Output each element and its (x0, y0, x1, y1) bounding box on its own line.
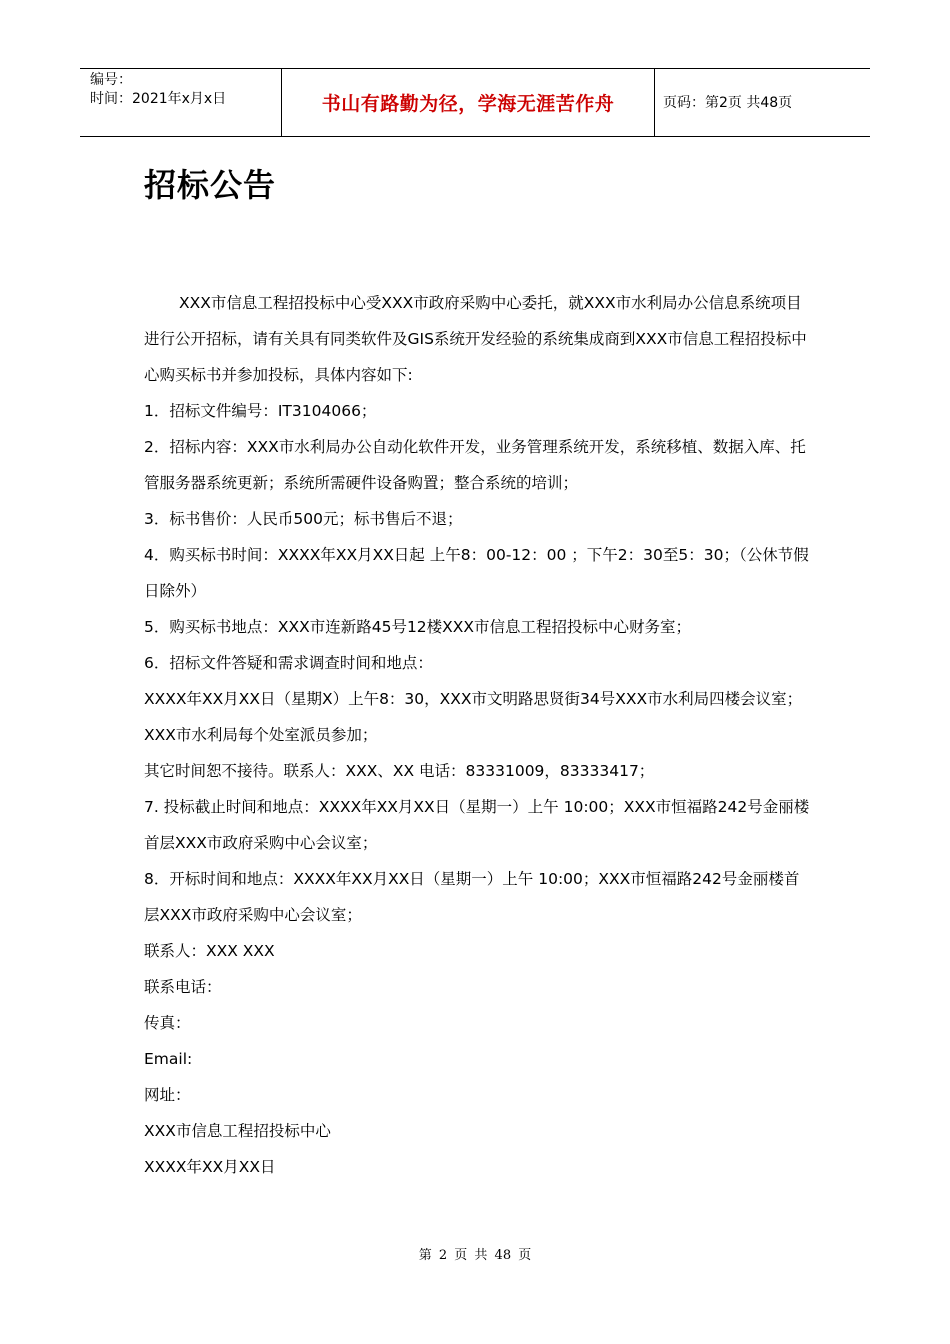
issuer-name: XXX市信息工程招投标中心 (144, 1122, 331, 1140)
item-opening: 8．开标时间和地点：XXXX年XX月XX日（星期一）上午 10:00；XXX市恒福路242号金丽楼首层XXX市政府采购中心会议室； (144, 870, 800, 924)
item-qa-detail: XXXX年XX月XX日（星期X）上午8：30，XXX市文明路思贤街34号XXX市水利局四楼会议室；XXX市水利局每个处室派员参加； (144, 690, 803, 744)
item-content: 2．招标内容：XXX市水利局办公自动化软件开发，业务管理系统开发，系统移植、数据入库、托管服务器系统更新；系统所需硬件设备购置；整合系统的培训； (144, 438, 806, 492)
issue-date: XXXX年XX月XX日 (144, 1158, 276, 1176)
document-date: 时间：2021年x月x日 (90, 91, 227, 107)
item-purchase-place: 5．购买标书地点：XXX市连新路45号12楼XXX市信息工程招投标中心财务室； (144, 618, 692, 636)
header-divider (654, 69, 655, 136)
item-qa-heading: 6．招标文件答疑和需求调查时间和地点： (144, 654, 433, 672)
document-number: 编号： (90, 72, 132, 88)
contact-phone: 联系电话： (144, 978, 222, 996)
contact-person: 联系人：XXX XXX (144, 942, 275, 960)
header-page-info: 页码：第2页 共48页 (663, 95, 793, 111)
page-header (80, 68, 870, 137)
item-contact-note: 其它时间恕不接待。联系人：XXX、XX 电话：83331009，83333417； (144, 762, 655, 780)
page-title: 招标公告 (144, 166, 277, 204)
announcement-body (144, 285, 814, 1185)
header-motto: 书山有路勤为径，学海无涯苦作舟 (321, 93, 615, 115)
contact-fax: 传真： (144, 1014, 191, 1032)
item-deadline: 7. 投标截止时间和地点：XXXX年XX月XX日（星期一）上午 10:00；XXX市恒福路242号金丽楼首层XXX市政府采购中心会议室； (144, 798, 810, 852)
header-meta (90, 71, 226, 109)
intro-paragraph: XXX市信息工程招投标中心受XXX市政府采购中心委托，就XXX市水利局办公信息系统项目进行公开招标，请有关具有同类软件及GIS系统开发经验的系统集成商到XXX市信息工程招投标中心购买标书并参加投标，具体内容如下: (144, 294, 807, 384)
item-purchase-time: 4．购买标书时间：XXXX年XX月XX日起 上午8：00-12：00 ；下午2：30至5：30；（公休节假日除外） (144, 546, 809, 600)
contact-email: Email: (144, 1050, 193, 1068)
item-file-number: 1．招标文件编号：IT3104066； (144, 402, 377, 420)
page-footer: 第 2 页 共 48 页 (418, 1248, 532, 1263)
contact-website: 网址： (144, 1086, 191, 1104)
item-price: 3．标书售价：人民币500元；标书售后不退； (144, 510, 463, 528)
